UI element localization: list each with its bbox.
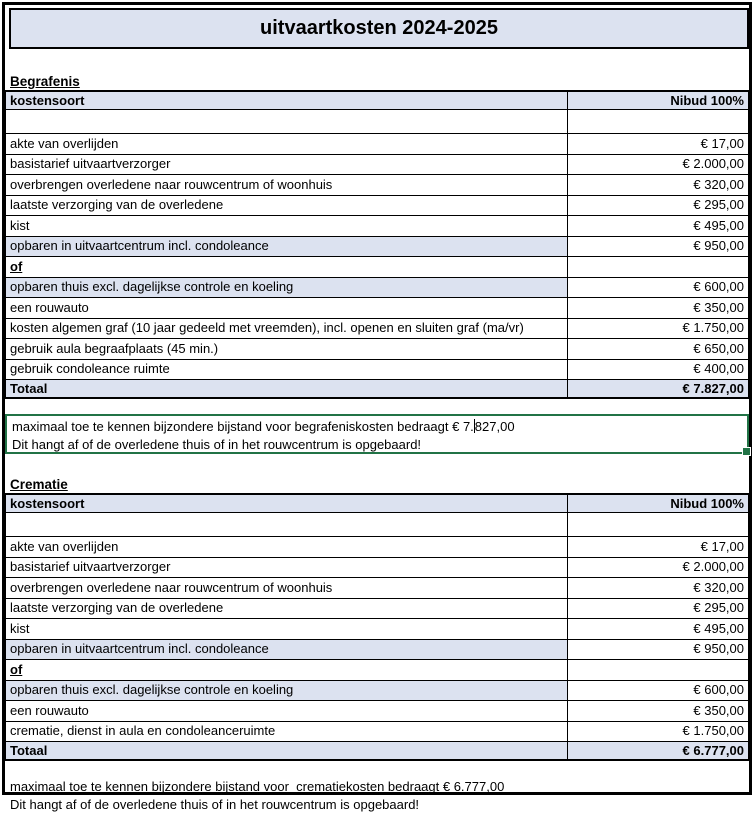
crematie-table [5,493,749,761]
total-value-cell[interactable]: € 6.777,00 [568,742,749,761]
cost-label-cell[interactable]: laatste verzorging van de overledene [6,195,568,216]
cost-label-cell[interactable]: crematie, dienst in aula en condoleanceruimte [6,721,568,742]
cost-label-cell[interactable]: overbrengen overledene naar rouwcentrum of woonhuis [6,578,568,599]
cost-value-cell[interactable]: € 400,00 [568,359,749,380]
cost-label-cell[interactable]: basistarief uitvaartverzorger [6,154,568,175]
empty-cell[interactable] [568,513,749,537]
cost-label-cell[interactable]: kist [6,619,568,640]
empty-cell[interactable] [6,110,568,134]
cost-value-cell[interactable]: € 600,00 [568,680,749,701]
cost-value-cell[interactable]: € 295,00 [568,598,749,619]
cost-value-cell[interactable]: € 950,00 [568,639,749,660]
cost-label-cell[interactable]: overbrengen overledene naar rouwcentrum of woonhuis [6,175,568,196]
empty-cell[interactable] [568,660,749,681]
column-header-kostensoort[interactable]: kostensoort [6,91,568,110]
begrafenis-table [5,90,749,399]
empty-row [6,513,749,537]
cost-value-cell[interactable]: € 1.750,00 [568,318,749,339]
spacer [5,761,749,777]
total-label-cell[interactable]: Totaal [6,380,568,399]
column-header-nibud[interactable]: Nibud 100% [568,91,749,110]
begrafenis-note-cell-selected[interactable] [5,414,749,454]
of-row [6,660,749,681]
crematie-heading-row [5,454,749,493]
of-label-cell[interactable]: of [6,660,568,681]
cost-value-cell[interactable]: € 2.000,00 [568,557,749,578]
begrafenis-heading-row [5,49,749,90]
cost-label-cell[interactable]: opbaren in uitvaartcentrum incl. condoleance [6,236,568,257]
table-row [6,598,749,619]
cost-value-cell[interactable]: € 17,00 [568,134,749,155]
table-row [6,557,749,578]
table-row [6,277,749,298]
crematie-note-line-2: Dit hangt af of de overledene thuis of in het rouwcentrum is opgebaard! [10,797,420,812]
table-row [6,578,749,599]
begrafenis-header-row [6,91,749,110]
cost-value-cell[interactable]: € 2.000,00 [568,154,749,175]
table-row [6,175,749,196]
cost-value-cell[interactable]: € 950,00 [568,236,749,257]
begrafenis-heading: Begrafenis [10,74,80,89]
page-title-cell[interactable] [9,8,749,49]
table-row [6,216,749,237]
crematie-note-cell[interactable] [5,777,749,815]
total-label-cell[interactable]: Totaal [6,742,568,761]
cost-label-cell[interactable]: laatste verzorging van de overledene [6,598,568,619]
cost-value-cell[interactable]: € 600,00 [568,277,749,298]
table-row [6,134,749,155]
cost-value-cell[interactable]: € 1.750,00 [568,721,749,742]
table-row [6,701,749,722]
cost-value-cell[interactable]: € 350,00 [568,298,749,319]
cost-label-cell[interactable]: opbaren in uitvaartcentrum incl. condoleance [6,639,568,660]
cost-value-cell[interactable]: € 650,00 [568,339,749,360]
table-row [6,154,749,175]
cost-value-cell[interactable]: € 17,00 [568,537,749,558]
table-row [6,318,749,339]
table-row [6,359,749,380]
cost-label-cell[interactable]: akte van overlijden [6,537,568,558]
total-value-cell[interactable]: € 7.827,00 [568,380,749,399]
crematie-heading: Crematie [10,477,68,492]
table-row [6,537,749,558]
empty-cell[interactable] [6,513,568,537]
crematie-note-line-1: maximaal toe te kennen bijzondere bijstand voor crematiekosten bedraagt € 6.777,00 [10,779,505,794]
cost-label-cell[interactable]: een rouwauto [6,298,568,319]
cost-value-cell[interactable]: € 495,00 [568,619,749,640]
table-row [6,236,749,257]
of-label-cell[interactable]: of [6,257,568,278]
total-row [6,380,749,399]
empty-cell[interactable] [568,257,749,278]
table-row [6,721,749,742]
cost-label-cell[interactable]: kist [6,216,568,237]
table-row [6,619,749,640]
table-row [6,639,749,660]
crematie-header-row [6,494,749,513]
table-row [6,680,749,701]
cost-label-cell[interactable]: gebruik condoleance ruimte [6,359,568,380]
cost-label-cell[interactable]: opbaren thuis excl. dagelijkse controle en koeling [6,277,568,298]
cost-value-cell[interactable]: € 320,00 [568,175,749,196]
table-row [6,339,749,360]
cost-value-cell[interactable]: € 495,00 [568,216,749,237]
empty-cell[interactable] [568,110,749,134]
cost-label-cell[interactable]: kosten algemen graf (10 jaar gedeeld met vreemden), incl. openen en sluiten graf (ma/vr) [6,318,568,339]
cost-value-cell[interactable]: € 350,00 [568,701,749,722]
table-row [6,195,749,216]
cost-value-cell[interactable]: € 320,00 [568,578,749,599]
page-title: uitvaartkosten 2024-2025 [260,17,498,39]
cost-label-cell[interactable]: opbaren thuis excl. dagelijkse controle en koeling [6,680,568,701]
column-header-nibud[interactable]: Nibud 100% [568,494,749,513]
cost-label-cell[interactable]: basistarief uitvaartverzorger [6,557,568,578]
cost-label-cell[interactable]: een rouwauto [6,701,568,722]
table-row [6,298,749,319]
cost-label-cell[interactable]: akte van overlijden [6,134,568,155]
total-row [6,742,749,761]
empty-row [6,110,749,134]
column-header-kostensoort[interactable]: kostensoort [6,494,568,513]
cost-label-cell[interactable]: gebruik aula begraafplaats (45 min.) [6,339,568,360]
cost-value-cell[interactable]: € 295,00 [568,195,749,216]
begrafenis-note-line-2: Dit hangt af of de overledene thuis of in het rouwcentrum is opgebaard! [12,437,422,452]
spacer [5,399,749,414]
begrafenis-note-line-1: maximaal toe te kennen bijzondere bijstand voor begrafeniskosten bedraagt € 7.827,00 [12,419,515,434]
spreadsheet-page [2,2,752,812]
of-row [6,257,749,278]
